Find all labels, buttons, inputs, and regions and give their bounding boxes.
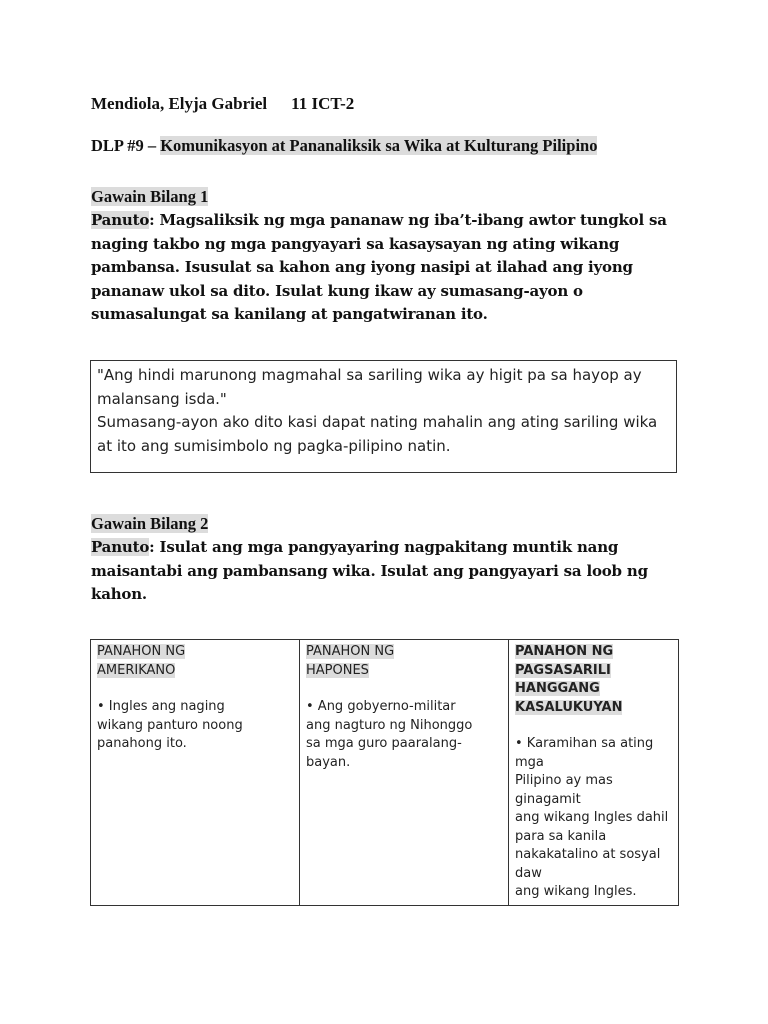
- instruction-line: pambansa. Isusulat sa kahon ang iyong nasipi at ilahad ang iyong: [91, 258, 633, 276]
- bullet-line: ang wikang Ingles.: [515, 884, 637, 899]
- student-name: Mendiola, Elyja Gabriel: [91, 94, 268, 113]
- bullet-line: bayan.: [306, 754, 351, 770]
- instruction-line: naging takbo ng mga pangyayari sa kasaysayan ng ating wikang: [91, 234, 620, 253]
- instruction-text: : Magsaliksik ng mga pananaw ng iba’t-ibang awtor tungkol sa: [149, 211, 667, 229]
- student-header: [91, 94, 354, 114]
- bullet-line: panahong ito.: [97, 736, 187, 751]
- instruction-line: [91, 209, 691, 233]
- instruction-line: kahon.: [91, 585, 147, 603]
- quote-line: "Ang hindi marunong magmahal sa sariling wika ay higit pa sa hayop ay: [97, 366, 642, 384]
- period-cell-amerikano: [91, 640, 300, 906]
- bullet-line: ang nagturo ng Nihonggo: [306, 717, 473, 733]
- heading-line: HAPONES: [306, 662, 369, 678]
- heading-line: KASALUKUYAN: [515, 699, 623, 715]
- gawain-1-title-text: Gawain Bilang 1: [91, 187, 209, 206]
- dlp-title: Komunikasyon at Pananaliksik sa Wika at Kulturang Pilipino: [160, 136, 598, 155]
- bullet-line: • Karamihan sa ating mga: [515, 736, 654, 770]
- gawain-1-instructions: [91, 209, 691, 327]
- gawain-1-title: [91, 187, 208, 207]
- bullet-line: nakakatalino at sosyal daw: [515, 847, 661, 881]
- heading-line: PANAHON NG: [515, 644, 614, 659]
- bullet-line: • Ingles ang naging: [97, 699, 225, 714]
- instruction-line: sumasalungat sa kanilang at pangatwiranan ito.: [91, 305, 488, 323]
- answer-box-1: [90, 360, 677, 473]
- period-bullet: [306, 698, 502, 772]
- student-section: 11 ICT-2: [291, 94, 355, 113]
- heading-line: PANAHON NG: [306, 644, 395, 659]
- panuto-label: Panuto: [91, 211, 150, 229]
- instruction-line: pananaw ukol sa dito. Isulat kung ikaw ay sumasang-ayon o: [91, 281, 583, 300]
- period-heading: [306, 643, 502, 680]
- heading-line: AMERIKANO: [97, 662, 176, 678]
- period-cell-pagsasarili: [509, 640, 679, 906]
- bullet-line: para sa kanila: [515, 828, 607, 844]
- instruction-line: [91, 536, 691, 560]
- quote-line: malansang isda.": [97, 389, 227, 408]
- dlp-prefix: DLP #9 –: [91, 136, 161, 155]
- instruction-text: : Isulat ang mga pangyayaring nagpakitang muntik nang: [149, 538, 619, 556]
- bullet-line: Pilipino ay mas ginagamit: [515, 773, 613, 807]
- gawain-2-title-text: Gawain Bilang 2: [91, 514, 209, 533]
- heading-line: HANGGANG: [515, 681, 600, 696]
- period-bullet: [97, 698, 293, 754]
- periods-table: [90, 639, 679, 906]
- heading-line: PAGSASARILI: [515, 662, 611, 678]
- period-heading: [97, 643, 293, 680]
- heading-line: PANAHON NG: [97, 644, 186, 659]
- opinion-line: Sumasang-ayon ako dito kasi dapat nating mahalin ang ating sariling wika: [97, 413, 658, 431]
- gawain-2-title: [91, 514, 208, 534]
- period-cell-hapones: [300, 640, 509, 906]
- panuto-label: Panuto: [91, 538, 150, 556]
- bullet-line: ang wikang Ingles dahil: [515, 810, 669, 825]
- table-row: [91, 640, 679, 906]
- instruction-line: maisantabi ang pambansang wika. Isulat ang pangyayari sa loob ng: [91, 561, 648, 580]
- period-bullet: [515, 735, 672, 902]
- period-heading: [515, 643, 672, 717]
- bullet-line: • Ang gobyerno-militar: [306, 699, 456, 714]
- dlp-heading: [91, 136, 597, 156]
- bullet-line: sa mga guro paaralang-: [306, 736, 462, 751]
- gawain-2-instructions: [91, 536, 691, 607]
- bullet-line: wikang panturo noong: [97, 717, 243, 733]
- opinion-line: at ito ang sumisimbolo ng pagka-pilipino natin.: [97, 436, 451, 455]
